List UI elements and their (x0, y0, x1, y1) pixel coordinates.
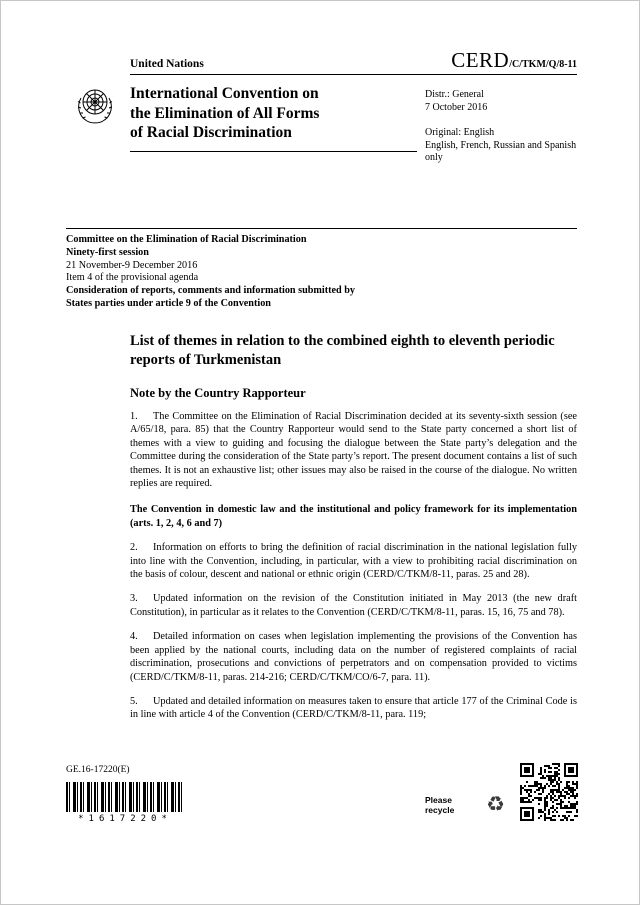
paragraph-text: Updated information on the revision of the Constitution initiated in May 2013 (the new draft Constitution), in particular as it relates to the Convention (CERD/C/TKM/8-11, paras. 15, 16, 75 and 78). (130, 593, 577, 618)
paragraph (130, 592, 577, 619)
document-symbol-suffix: /C/TKM/Q/8-11 (509, 59, 577, 70)
header-rule (130, 74, 577, 75)
distr-date: 7 October 2016 (425, 101, 488, 113)
section-heading: The Convention in domestic law and the institutional and policy framework for its implementation (arts. 1, 2, 4, 6 and 7) (130, 504, 577, 529)
paragraph-text: The Committee on the Elimination of Racial Discrimination decided at its seventy-sixth session (see A/65/18, para. 85) that the Country Rapporteur would send to the State party concerned a short list of themes with a view to guiding and focusing the dialogue between the State party’s delegation and the Committee during the consideration of the State party’s report. The present document contains a list of such themes. It is not an exhaustive list; other issues may also be raised in the course of the dialogue. No written replies are required. (130, 411, 577, 490)
ge-number: GE.16-17220(E) (66, 765, 130, 775)
paragraph-number: 2. (130, 542, 138, 554)
document-body (130, 410, 577, 733)
qr-code-icon (520, 763, 578, 821)
paragraph-number: 3. (130, 593, 138, 605)
paragraph (130, 630, 577, 684)
org-name: United Nations (130, 58, 204, 70)
barcode-text: *1617220* (78, 814, 172, 824)
convention-title: International Convention on the Elimination of All Forms of Racial Discrimination (130, 85, 320, 141)
paragraph-number: 5. (130, 695, 138, 707)
agenda-subject: Consideration of reports, comments and information submitted by States parties under article 9 of the Convention (66, 285, 356, 309)
session-block (66, 234, 577, 311)
original-language: Original: English (425, 127, 495, 138)
agenda-item: Item 4 of the provisional agenda (66, 272, 199, 284)
un-emblem-icon (71, 83, 119, 131)
paragraph-number: 4. (130, 631, 138, 643)
committee-name: Committee on the Elimination of Racial Discrimination (66, 234, 307, 245)
title-rule (130, 151, 417, 152)
paragraph-text: Detailed information on cases when legislation implementing the provisions of the Convention has been applied by the national courts, including data on the number of registered complaints of racial discrimination, prosecutions and convictions of perpetrators and on compensation provided to victims (CERD/C/TKM/8-11, paras. 214-216; CERD/C/TKM/CO/6-7, para. 11). (130, 631, 577, 683)
paragraph (130, 541, 577, 581)
document-title: List of themes in relation to the combined eighth to eleventh periodic reports of Turkmenistan (130, 333, 555, 368)
barcode (66, 782, 184, 812)
paragraph (130, 695, 577, 722)
paragraph (130, 410, 577, 490)
document-symbol (451, 48, 577, 73)
session-rule (66, 228, 577, 229)
document-symbol-main: CERD (451, 48, 510, 72)
note-heading: Note by the Country Rapporteur (130, 386, 306, 400)
available-languages: English, French, Russian and Spanish only (425, 139, 577, 163)
header (130, 47, 577, 73)
recycle-notice (425, 794, 505, 815)
recycle-label: Please recycle (425, 794, 455, 815)
paragraph-text: Updated and detailed information on measures taken to ensure that article 177 of the Criminal Code is in line with article 4 of the Convention (CERD/C/TKM/8-11, para. 119; (130, 695, 577, 721)
session-title: Ninety-first session (66, 246, 149, 258)
distr-type: Distr.: General (425, 89, 484, 100)
session-dates: 21 November-9 December 2016 (66, 259, 198, 271)
paragraph-number: 1. (130, 411, 138, 422)
distribution-block (425, 89, 577, 165)
paragraph-text: Information on efforts to bring the definition of racial discrimination in the national legislation fully into line with the Convention, including, in particular, with a view to prohibiting racial discrimination on the basis of colour, descent and national or ethnic origin (CERD/C/TKM/8-11, paras. 25 and 28). (130, 542, 577, 581)
recycle-icon: ♻ (486, 792, 505, 816)
